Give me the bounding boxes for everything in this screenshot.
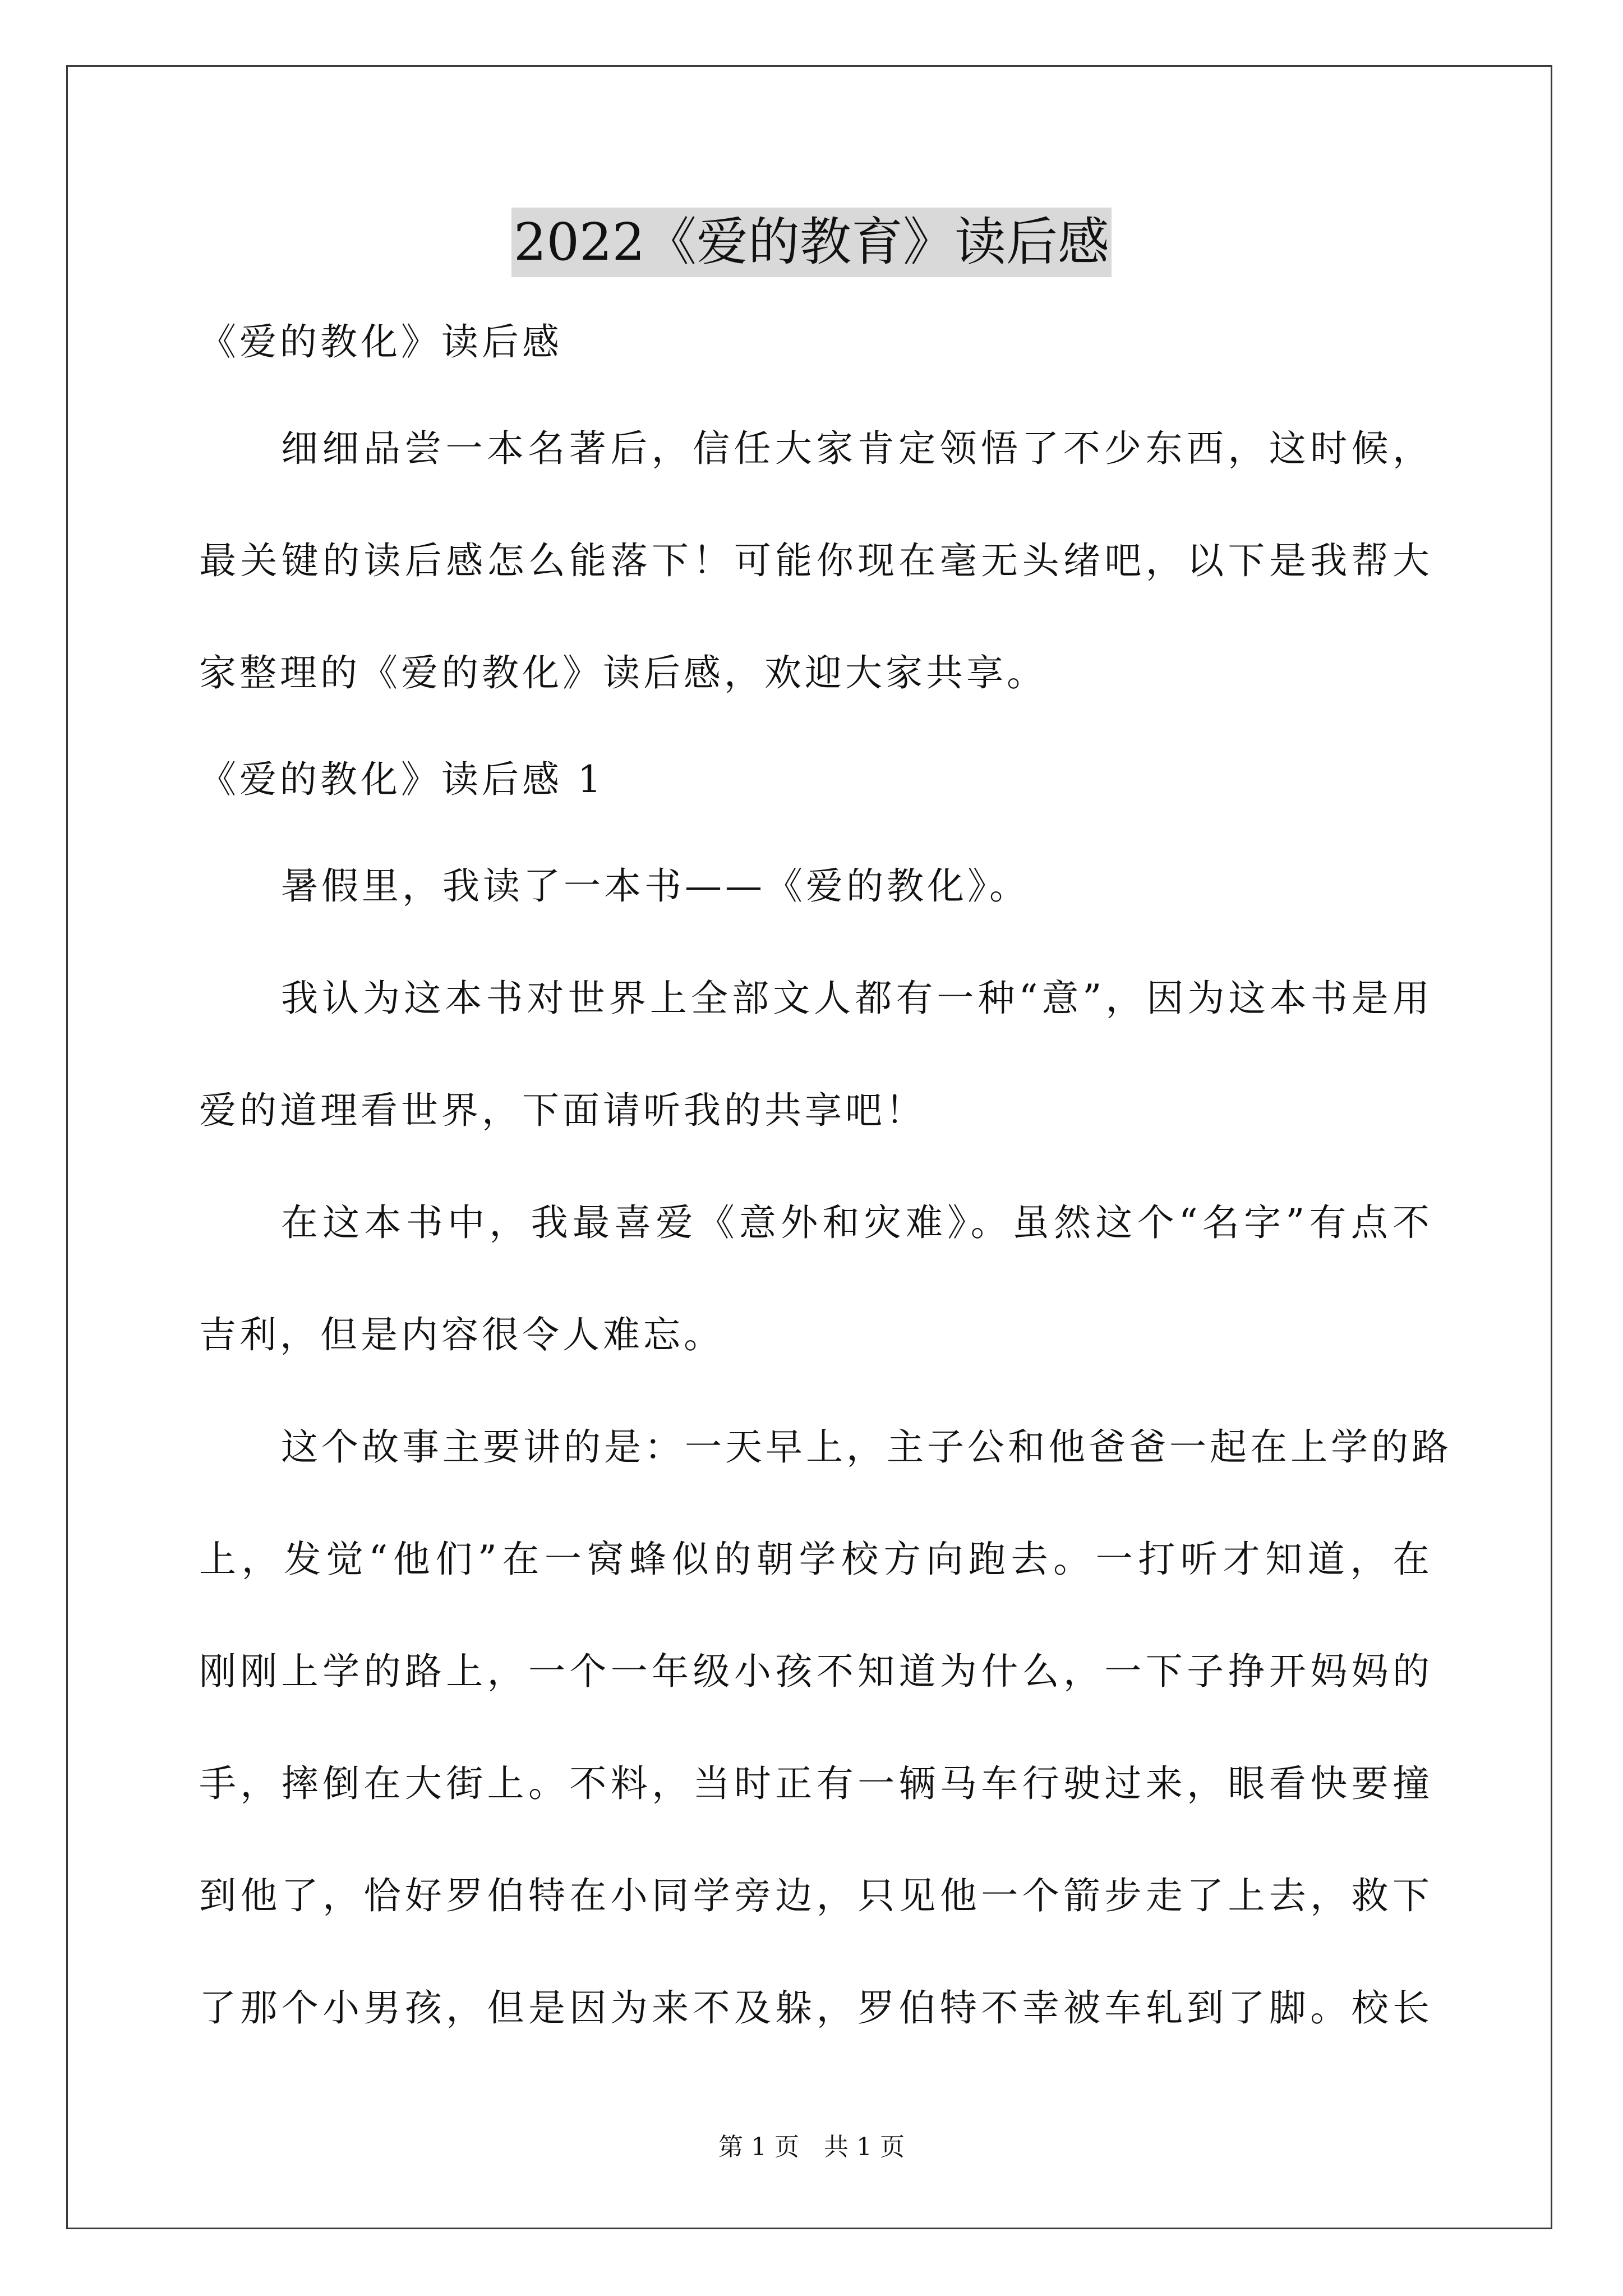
paragraph-line: 暑假里，我读了一本书——《爱的教化》。 — [281, 864, 1030, 908]
paragraph-line: 这个故事主要讲的是：一天早上，主子公和他爸爸一起在上学的路 — [281, 1425, 1452, 1469]
section-heading: 《爱的教化》读后感 — [199, 320, 562, 364]
paragraph-line: 手，摔倒在大街上。不料，当时正有一辆马车行驶过来，眼看快要撞 — [199, 1762, 1433, 1805]
document-title: 2022《爱的教育》读后感 — [511, 208, 1112, 277]
paragraph-line: 到他了，恰好罗伯特在小同学旁边，只见他一个箭步走了上去，救下 — [199, 1874, 1433, 1917]
title-container — [0, 208, 1623, 277]
paragraph-line: 了那个小男孩，但是因为来不及躲，罗伯特不幸被车轧到了脚。校长 — [199, 1986, 1433, 2030]
page-footer: 第 1 页 共 1 页 — [718, 2133, 905, 2161]
paragraph-line: 吉利，但是内容很令人难忘。 — [199, 1313, 724, 1356]
paragraph-line: 最关键的读后感怎么能落下！可能你现在毫无头绪吧，以下是我帮大 — [199, 539, 1433, 582]
paragraph-line: 我认为这本书对世界上全部文人都有一种“意”，因为这本书是用 — [281, 977, 1433, 1020]
paragraph-line: 刚刚上学的路上，一个一年级小孩不知道为什么，一下子挣开妈妈的 — [199, 1650, 1433, 1693]
paragraph-line: 爱的道理看世界，下面请听我的共享吧！ — [199, 1089, 926, 1132]
section-heading: 《爱的教化》读后感 1 — [199, 758, 605, 801]
document-body — [199, 292, 1452, 2064]
paragraph-line: 上，发觉“他们”在一窝蜂似的朝学校方向跑去。一打听才知道，在 — [199, 1538, 1433, 1581]
paragraph-line: 在这本书中，我最喜爱《意外和灾难》。虽然这个“名字”有点不 — [281, 1201, 1433, 1244]
paragraph-line: 细细品尝一本名著后，信任大家肯定领悟了不少东西，这时候， — [281, 427, 1433, 470]
paragraph-line: 家整理的《爱的教化》读后感，欢迎大家共享。 — [199, 651, 1047, 694]
